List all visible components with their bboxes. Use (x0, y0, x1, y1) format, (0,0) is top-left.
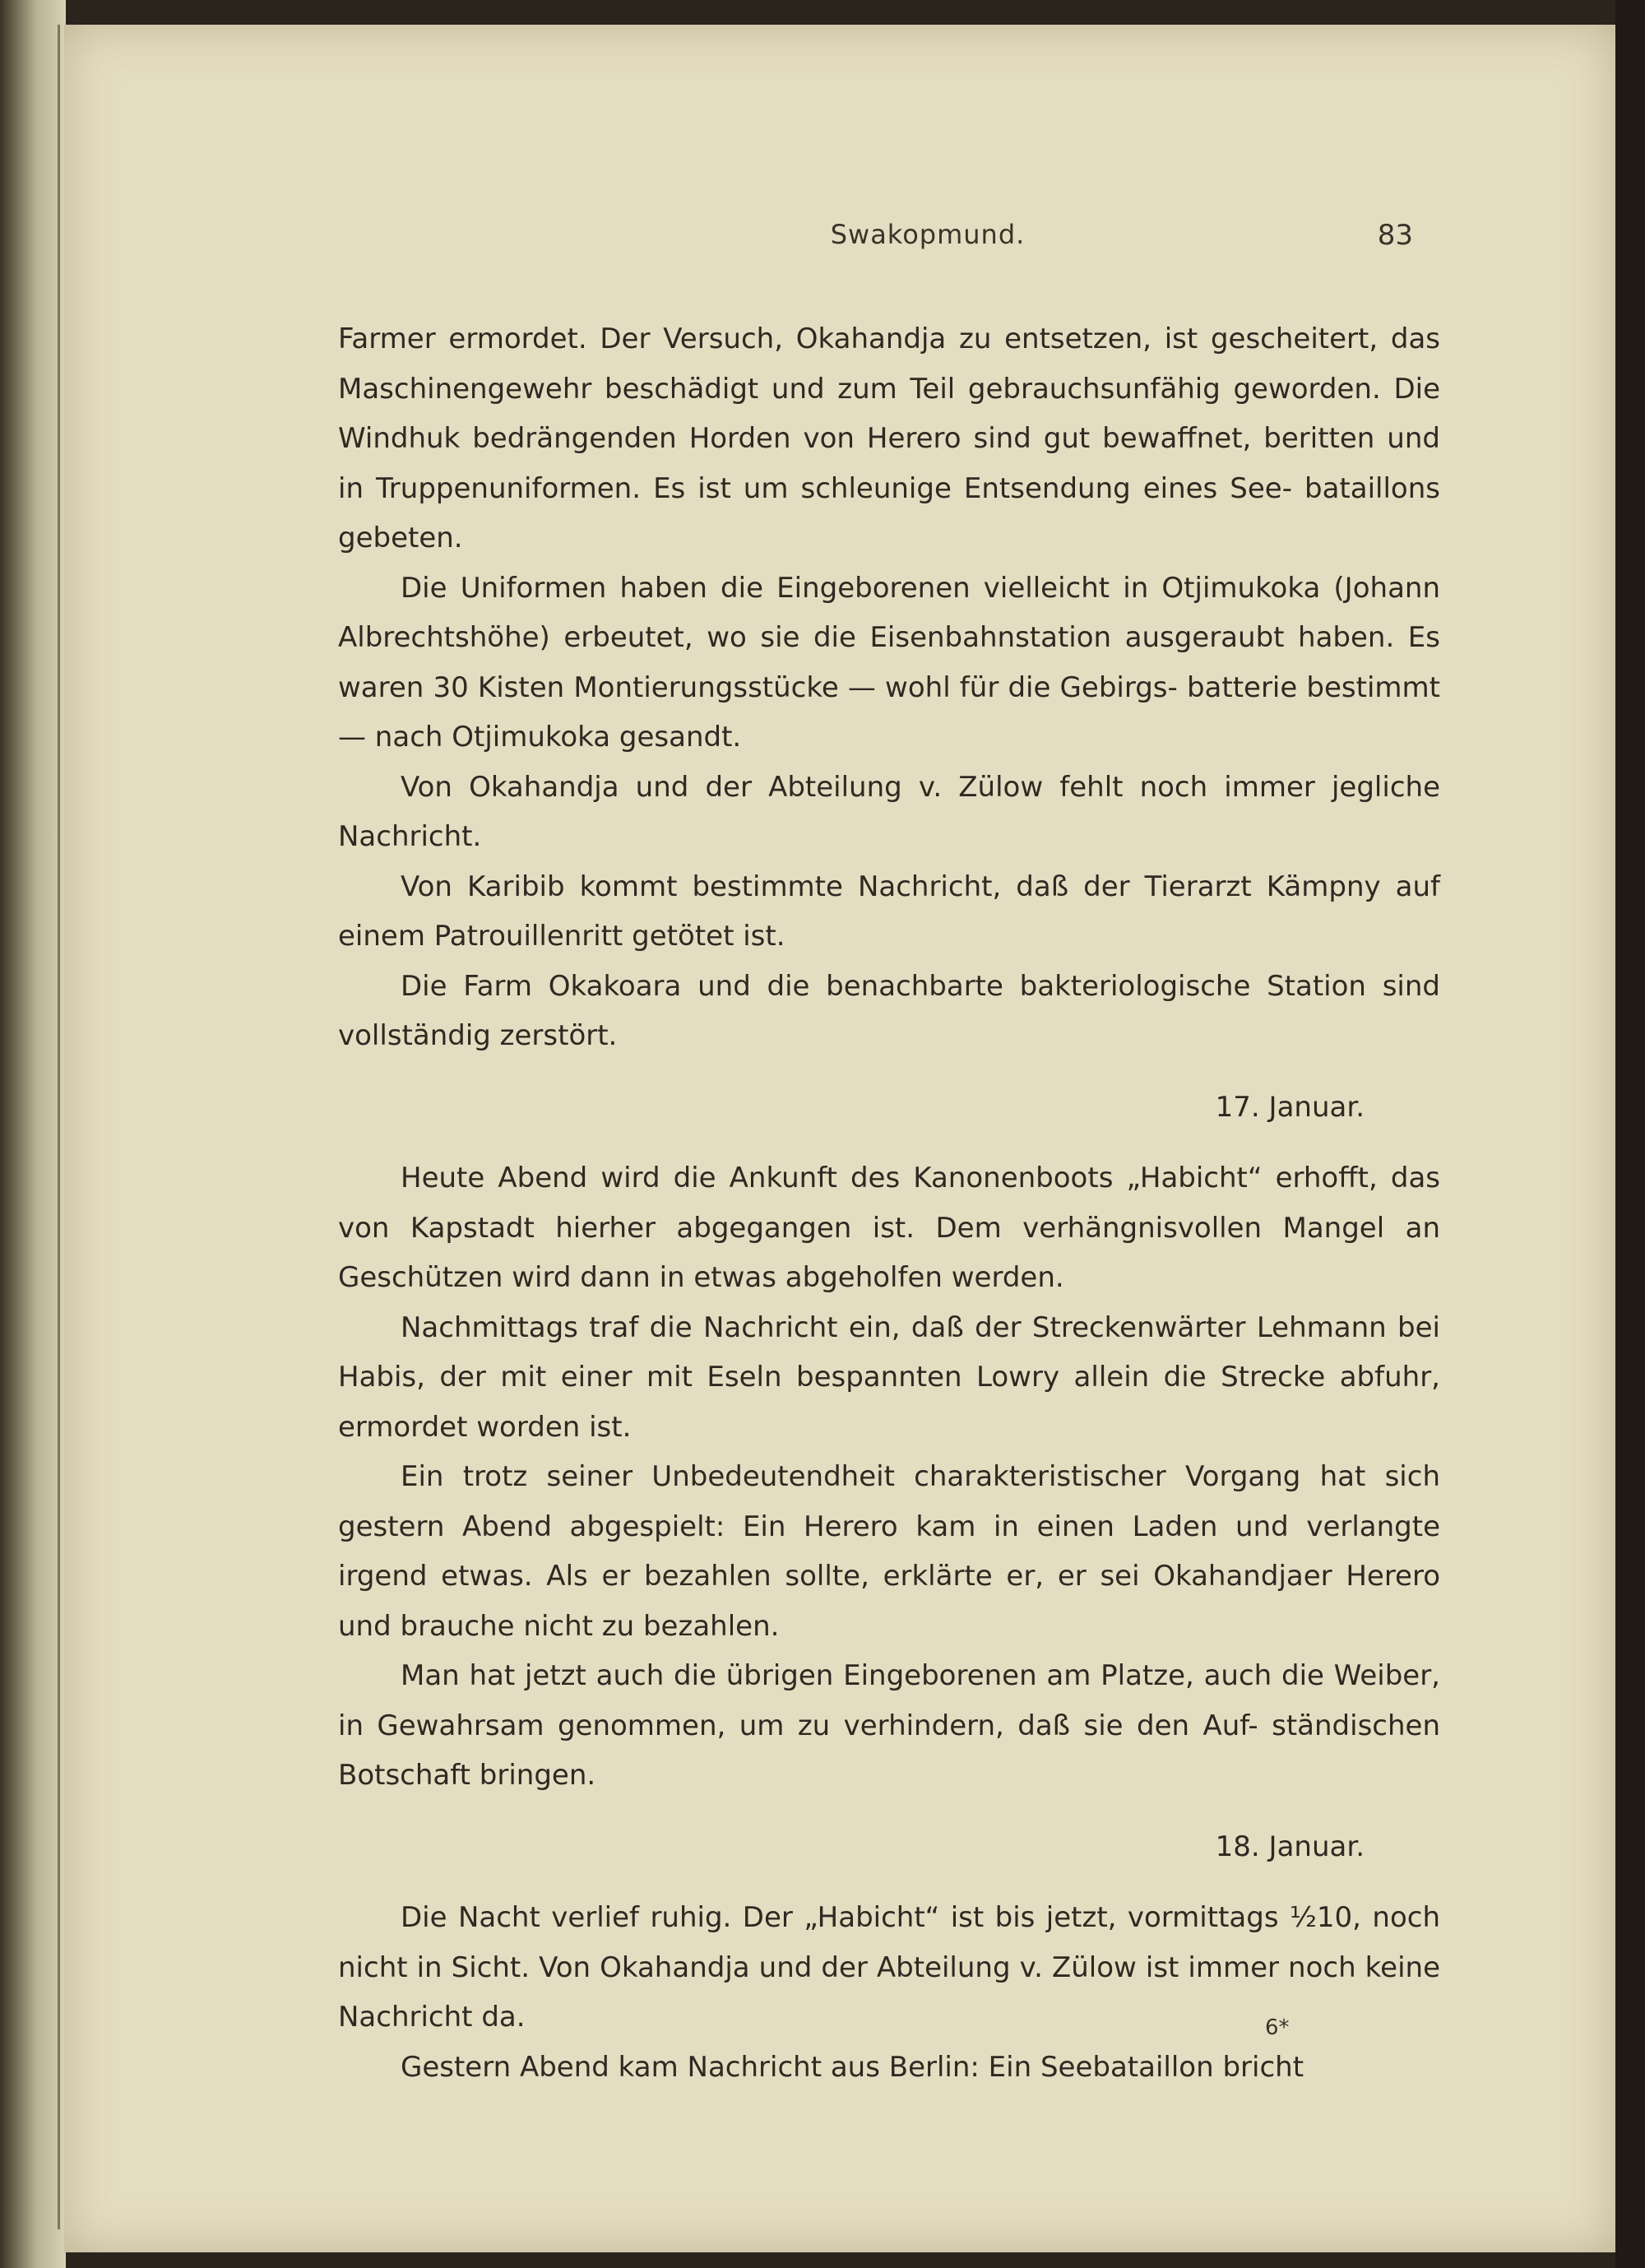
paragraph-11: Gestern Abend kam Nachricht aus Berlin: Ein Seebataillon bricht (401, 2050, 1304, 2084)
running-title: Swakopmund. (830, 219, 1026, 250)
paragraph-10: Die Nacht verlief ruhig. Der „Habicht“ ist bis jetzt, vormittags ½10, noch nicht in Sicht. Von Okahandja und der Abteilung v. Zülow ist immer noch keine Nachricht da. (338, 1901, 1440, 2034)
paragraph-8: Ein trotz seiner Unbedeutendheit charakteristischer Vorgang hat sich gestern Abend abgespielt: Ein Herero kam in einen Laden und verlangte irgend etwas. Als er bezahlen sollte, erklärte er, er sei Okahandjaer Herero und brauche nicht zu bezahlen. (338, 1460, 1440, 1643)
signature-mark: 6* (1265, 2015, 1290, 2040)
paragraph-6: Heute Abend wird die Ankunft des Kanonenboots „Habicht“ erhofft, das von Kapstadt hierher abgegangen ist. Dem verhängnisvollen Mangel an Geschützen wird dann in etwas abgeholfen werden. (338, 1162, 1440, 1294)
paragraph-2: Die Uniformen haben die Eingeborenen vielleicht in Otjimukoka (Johann Albrechtshöhe) erbeutet, wo sie die Eisenbahnstation ausgeraubt haben. Es waren 30 Kisten Montierungsstücke — wohl für die Gebirgs- batterie bestimmt — nach Otjimukoka gesandt. (338, 571, 1440, 754)
paragraph-7: Nachmittags traf die Nachricht ein, daß der Streckenwärter Lehmann bei Habis, der mit einer mit Eseln bespannten Lowry allein die Strecke abfuhr, ermordet worden ist. (338, 1310, 1440, 1444)
date-heading-18-januar: 18. Januar. (1215, 1830, 1365, 1863)
paragraph-1: Farmer ermordet. Der Versuch, Okahandja zu entsetzen, ist gescheitert, das Maschinengewehr beschädigt und zum Teil gebrauchsunfähig geworden. Die Windhuk bedrängenden Horden von Herero sind gut bewaffnet, beritten und in Truppenuniformen. Es ist um schleunige Entsendung eines See- bataillons gebeten. (338, 322, 1440, 554)
paragraph-4: Von Karibib kommt bestimmte Nachricht, daß der Tierarzt Kämpny auf einem Patrouillenritt getötet ist. (338, 870, 1440, 953)
page-number: 83 (1377, 219, 1413, 252)
page-body (338, 314, 1440, 2092)
paragraph-5: Die Farm Okakoara und die benachbarte bakteriologische Station sind vollständig zerstört. (338, 969, 1440, 1052)
binding-line (58, 25, 60, 2229)
scan-left-edge (0, 0, 66, 2268)
paragraph-9: Man hat jetzt auch die übrigen Eingeborenen am Platze, auch die Weiber, in Gewahrsam genommen, um zu verhindern, daß sie den Auf- ständischen Botschaft bringen. (338, 1659, 1440, 1792)
date-heading-17-januar: 17. Januar. (1215, 1090, 1365, 1124)
scan-right-edge (1615, 0, 1645, 2268)
paragraph-3: Von Okahandja und der Abteilung v. Zülow fehlt noch immer jegliche Nachricht. (338, 770, 1440, 853)
book-page (64, 25, 1615, 2252)
